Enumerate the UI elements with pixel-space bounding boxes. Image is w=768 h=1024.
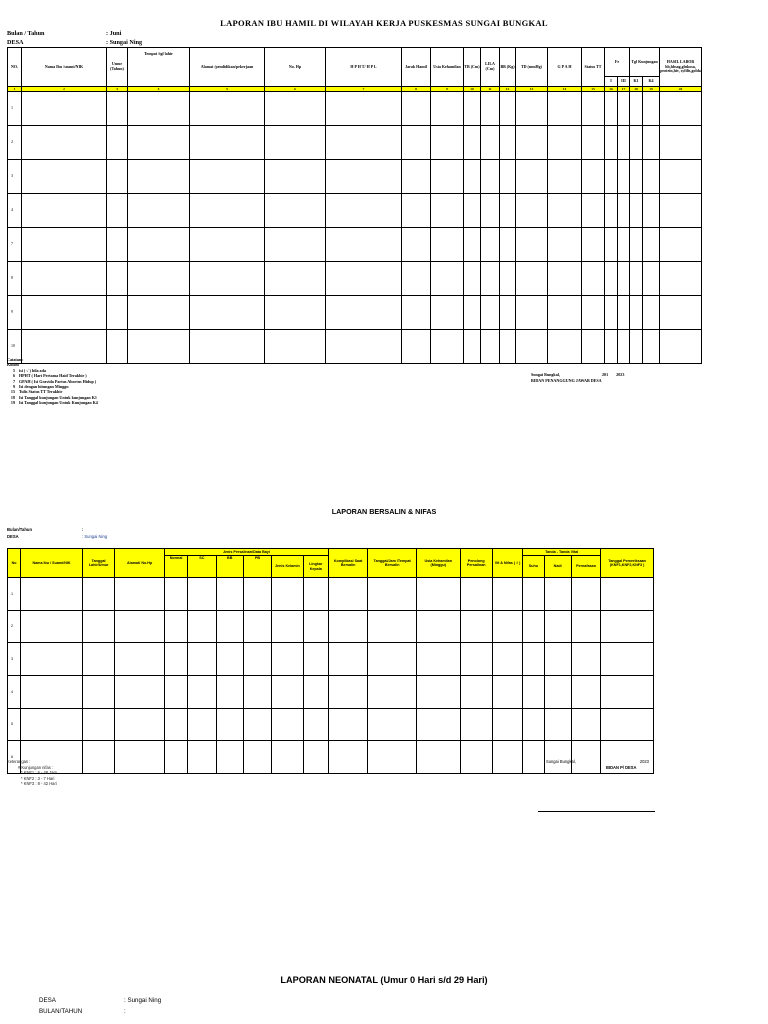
cell-nama[interactable] — [21, 643, 83, 676]
col-header-pernafasan: Pernafasan — [571, 556, 600, 578]
report2-desa-label: DESA — [7, 534, 19, 539]
column-number: 20 — [660, 87, 702, 92]
table-row — [8, 262, 702, 296]
col-header-tgl-kunjungan: Tgl Kunjungan — [630, 48, 660, 77]
column-number: 6 — [265, 87, 326, 92]
row-number: 3 — [8, 160, 22, 194]
sign-place: Sungai Bungkal, — [531, 372, 560, 377]
cell-nama[interactable] — [22, 296, 107, 330]
col-header-hasil-labor: HASIL LABOR hb,hbsag,glukosa, protein,hiv, syfilis,golda — [660, 48, 702, 87]
column-number: 4 — [128, 87, 190, 92]
report1-desa-label: DESA — [7, 39, 24, 46]
cell-nama[interactable] — [22, 194, 107, 228]
sign-day: 201 — [601, 372, 609, 377]
col-header-tgl-pemeriksaan: Tanggal Pemeriksaan (KNF1,KNF2,KNF3 ) — [601, 549, 654, 578]
notes-title: Catatan : — [7, 357, 24, 362]
col-header-bb: BB — [216, 556, 243, 578]
table-row — [8, 92, 702, 126]
report2-month-value: : — [82, 527, 84, 532]
note-text: isi ( √ ) bila ada — [19, 367, 46, 373]
column-number: 15 — [582, 87, 605, 92]
col-header-usia-kehamilan: Usia Kehamilan — [431, 48, 464, 87]
ibu-hamil-table — [7, 47, 702, 364]
column-number: 19 — [643, 87, 660, 92]
report1-title: LAPORAN IBU HAMIL DI WILAYAH KERJA PUSKESMAS SUNGAI BUNGKAL — [220, 18, 548, 28]
column-number: 8 — [402, 87, 431, 92]
cell-nama[interactable] — [22, 126, 107, 160]
col-header-gpah: G P A H — [548, 48, 582, 87]
col-header-k1: K1 — [630, 77, 643, 87]
col-header-suhu: Suhu — [523, 556, 544, 578]
col-header-tb: TB (Cm) — [464, 48, 481, 87]
column-number: 2 — [22, 87, 107, 92]
row-number: 4 — [8, 194, 22, 228]
col-header-status-tt: Status TT — [582, 48, 605, 87]
row-number: 3 — [8, 643, 21, 676]
note-text: HPHT ( Hari Pertama Haid Terakhir ) — [19, 373, 87, 379]
col-header-umur: Umur (Tahun) — [107, 48, 128, 87]
report3-desa-value: : Sungai Ning — [124, 997, 162, 1004]
row-number: 2 — [8, 610, 21, 643]
note-key: 18 — [10, 394, 15, 400]
col-header-vit-a: Vit A Nifas ( √ ) — [492, 549, 522, 578]
note-item — [7, 400, 98, 405]
table-row — [8, 194, 702, 228]
table-row — [8, 643, 654, 676]
row-number: 5 — [8, 708, 21, 741]
report2-notes — [7, 759, 57, 787]
note-key: 9 — [12, 384, 15, 390]
col-header-lingkar-kepala: Lingkar Kepala — [303, 556, 328, 578]
column-number: 7 — [326, 87, 402, 92]
table-row — [8, 610, 654, 643]
row-number: 4 — [8, 676, 21, 709]
cell-nama[interactable] — [21, 610, 83, 643]
column-number: 11 — [481, 87, 500, 92]
col-header-nadi: Nadi — [544, 556, 571, 578]
row-number: 6 — [8, 741, 21, 774]
note-key: 15 — [10, 389, 15, 395]
column-number: 9 — [431, 87, 464, 92]
col-header-bb: BB (Kg) — [500, 48, 516, 87]
col-header-no: No — [8, 549, 21, 578]
report1-notes — [7, 357, 98, 406]
col-header-sc: SC — [188, 556, 216, 578]
note-item: * KNF1 : 6 - 48 Jam — [21, 770, 57, 776]
col-header-pb: PB — [243, 556, 271, 578]
column-number: 17 — [618, 87, 630, 92]
col-header-fe-i: I — [605, 77, 618, 87]
report1-desa-value: : Sungai Ning — [106, 39, 143, 46]
row-number: 1 — [8, 92, 22, 126]
table-row — [8, 228, 702, 262]
col-header-jenis-persalinan: Jenis Persalinan/Data Bayi — [164, 549, 328, 556]
report2-month-label: Bulan/Tahun — [7, 527, 33, 532]
table-row — [8, 160, 702, 194]
note-item: * KNF3 : 8 - 42 Hari — [21, 781, 57, 787]
sign-role: BIDAN PENANGGUNG JAWAB DESA — [531, 377, 602, 383]
cell-nama[interactable] — [22, 92, 107, 126]
col-header-lila: LILA (Cm) — [481, 48, 500, 87]
cell-nama[interactable] — [22, 228, 107, 262]
report3-month-value: : — [124, 1008, 126, 1015]
col-header-k4: K4 — [643, 77, 660, 87]
column-number: 10 — [464, 87, 481, 92]
col-header-jarak-hamil: Jarak Hamil — [402, 48, 431, 87]
note-text: Isi Tanggal kunjungan Untuk kunjungan K1 — [19, 394, 97, 400]
signature-line — [538, 811, 655, 812]
table-row — [8, 296, 702, 330]
row-number: 2 — [8, 126, 22, 160]
note-item: # Kunjungan nifas : — [18, 764, 54, 770]
col-header-fe: Fe — [605, 48, 630, 77]
notes-title: Keterangan : — [7, 759, 31, 764]
note-text: GPAH ( Isi Gravida Partus Abortus Hidup ) — [19, 378, 97, 384]
column-number: 13 — [516, 87, 548, 92]
row-number: 7 — [8, 228, 22, 262]
note-text: Isi dengan hitungan Minggu — [19, 384, 69, 390]
col-header-komplikasi: Komplikasi Saat Bersalin — [328, 549, 367, 578]
col-header-tanda-vital: Tanda - Tanda Vital — [523, 549, 601, 556]
table-row — [8, 126, 702, 160]
report3-month-label: BULAN/TAHUN — [39, 1008, 83, 1015]
row-number: 8 — [8, 262, 22, 296]
cell-nama[interactable] — [22, 262, 107, 296]
note-item: * KNF2 : 3 - 7 Hari — [21, 775, 55, 781]
report1-month-value: : Juni — [106, 30, 122, 37]
note-key: 7 — [12, 378, 15, 384]
report3-title: LAPORAN NEONATAL (Umur 0 Hari s/d 29 Hari) — [280, 975, 488, 985]
col-header-jenis-kelamin: Jenis Kelamin — [272, 556, 303, 578]
note-key: 19 — [10, 400, 15, 406]
column-number: 12 — [500, 87, 516, 92]
cell-nama[interactable] — [21, 578, 83, 611]
note-text: Isi Tanggal kunjungan Untuk Kunjungan K4 — [19, 400, 98, 406]
col-header-hpht-hpl: H P H T/ H P L — [326, 48, 402, 87]
col-header-no-hp: No. Hp — [265, 48, 326, 87]
col-header-tanggal-jam: Tanggal/Jam /Tempat Bersalin — [368, 549, 417, 578]
col-header-td: TD (mmHg) — [516, 48, 548, 87]
report3-desa-label: DESA — [39, 997, 56, 1004]
col-header-no: NO. — [8, 48, 22, 87]
report2-signature — [546, 759, 649, 771]
col-header-nama: Nama Ibu /suami/NIK — [22, 48, 107, 87]
note-key: 5 — [12, 367, 15, 373]
col-header-usia-kehamilan: Usia Kehamilan (Minggu) — [416, 549, 460, 578]
column-number: 16 — [605, 87, 618, 92]
row-number: 1 — [8, 578, 21, 611]
note-key: 6 — [12, 373, 15, 379]
column-number: 3 — [107, 87, 128, 92]
column-number: 5 — [190, 87, 265, 92]
col-header-alamat: Alamat /pendidikan/pekerjaan — [190, 48, 265, 87]
col-header-alamat: Alamat/ No.Hp — [115, 549, 165, 578]
row-number: 10 — [8, 330, 22, 364]
table-row — [8, 676, 654, 709]
table-row — [8, 578, 654, 611]
column-number: 14 — [548, 87, 582, 92]
bersalin-nifas-table — [7, 548, 654, 774]
col-header-normal: Normal — [164, 556, 187, 578]
sign-year: 2023 — [616, 372, 625, 377]
report1-month-label: Bulan / Tahun — [7, 30, 45, 37]
col-header-tempat-tgl-lahir: Tempat /tgl lahir — [128, 48, 190, 87]
col-header-penolong: Penolong Persalinan — [460, 549, 492, 578]
row-number: 9 — [8, 296, 22, 330]
report2-title: LAPORAN BERSALIN & NIFAS — [331, 507, 437, 516]
notes-subtitle: Kolom — [7, 362, 19, 368]
sign-year: 2023 — [639, 759, 649, 764]
report2-desa-value: : Sungai Ning — [82, 534, 108, 539]
column-number: 18 — [630, 87, 643, 92]
col-header-fe-iii: III — [618, 77, 630, 87]
cell-nama[interactable] — [21, 676, 83, 709]
col-header-tgl-lahir: Tanggal Lahir/Umur — [82, 549, 114, 578]
cell-nama[interactable] — [22, 160, 107, 194]
note-text: Tulis Status TT Terakhir — [19, 389, 63, 395]
column-number: 1 — [8, 87, 22, 92]
cell-nama[interactable] — [21, 708, 83, 741]
sign-place: Sungai Bungkal, — [546, 759, 576, 764]
report1-signature — [531, 372, 624, 383]
table-row — [8, 708, 654, 741]
sign-role: BIDAN P/ DESA — [606, 765, 637, 771]
col-header-nama: Nama Ibu / Suami/NIK — [21, 549, 83, 578]
table-row — [8, 330, 702, 364]
